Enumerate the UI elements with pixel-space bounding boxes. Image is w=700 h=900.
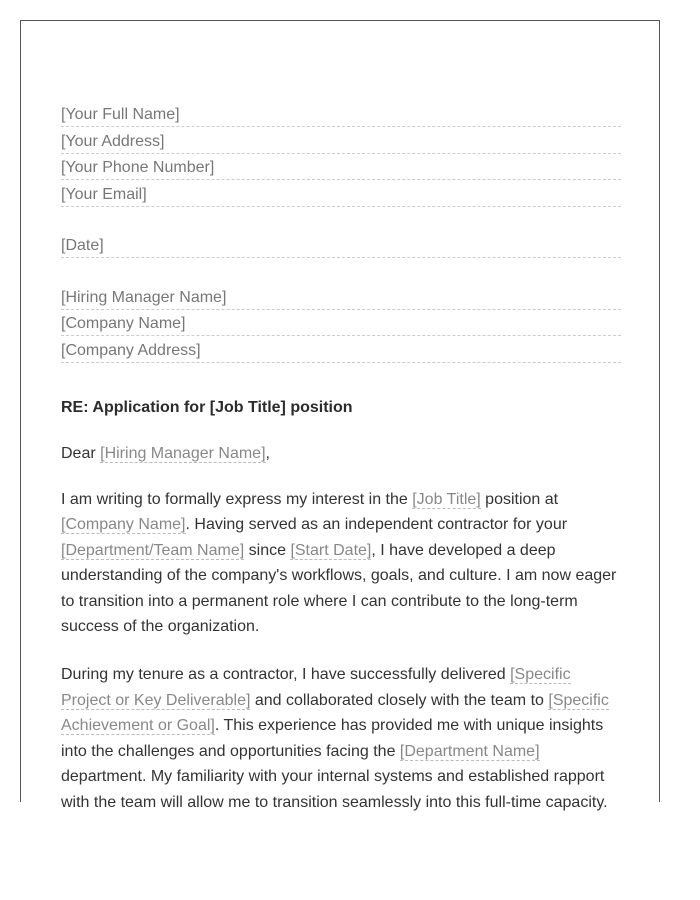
paragraph-text: department. My familiarity with your internal systems and established rapport with the team will allow me to transition seamlessly into this full-time capacity. [61, 768, 608, 812]
sender-phone-field[interactable]: [Your Phone Number] [61, 155, 621, 180]
salutation-prefix: Dear [61, 444, 101, 462]
department-team-placeholder[interactable]: [Department/Team Name] [61, 541, 245, 559]
recipient-company-field[interactable]: [Company Name] [61, 311, 621, 336]
subject-line: RE: Application for [Job Title] position [61, 398, 353, 416]
department-name-placeholder[interactable]: [Department Name] [399, 742, 540, 760]
sender-address-field[interactable]: [Your Address] [61, 129, 621, 154]
body-paragraph-1 [61, 487, 621, 641]
letter-page [20, 20, 660, 812]
achievement-placeholder[interactable]: [Specific Achievement or Goal] [61, 691, 609, 735]
sender-block [61, 102, 621, 207]
paragraph-text: since [244, 541, 291, 559]
project-placeholder[interactable]: [Specific Project or Key Deliverable] [61, 666, 571, 709]
paragraph-text: . This experience has provided me with unique insights into the challenges and opportunities facing the [61, 717, 604, 760]
start-date-placeholder[interactable]: [Start Date] [290, 541, 372, 559]
paragraph-text: During my tenure as a contractor, I have successfully delivered [61, 666, 511, 684]
body-paragraph-2 [61, 662, 621, 816]
paragraph-text: . Having served as an independent contractor for your [185, 516, 568, 534]
recipient-address-field[interactable]: [Company Address] [61, 338, 621, 363]
sender-name-field[interactable]: [Your Full Name] [61, 102, 621, 127]
company-name-placeholder[interactable]: [Company Name] [61, 516, 186, 534]
sender-email-field[interactable]: [Your Email] [61, 182, 621, 207]
letter-content [61, 102, 621, 816]
salutation-name-placeholder[interactable]: [Hiring Manager Name] [100, 444, 266, 462]
paragraph-text: position at [480, 490, 559, 508]
spacer [61, 260, 621, 285]
salutation [61, 443, 621, 465]
paragraph-text: I am writing to formally express my interest in the [61, 490, 413, 508]
spacer [61, 208, 621, 233]
recipient-block [61, 285, 621, 363]
date-field[interactable]: [Date] [61, 233, 621, 258]
salutation-suffix: , [265, 444, 270, 462]
recipient-manager-field[interactable]: [Hiring Manager Name] [61, 285, 621, 310]
paragraph-text: and collaborated closely with the team to [250, 691, 549, 709]
job-title-placeholder[interactable]: [Job Title] [412, 490, 481, 508]
paragraph-text: , I have developed a deep understanding of the company's workflows, goals, and culture. I am now eager to transition into a permanent role where I can contribute to the long-term success of the organization. [61, 541, 617, 636]
